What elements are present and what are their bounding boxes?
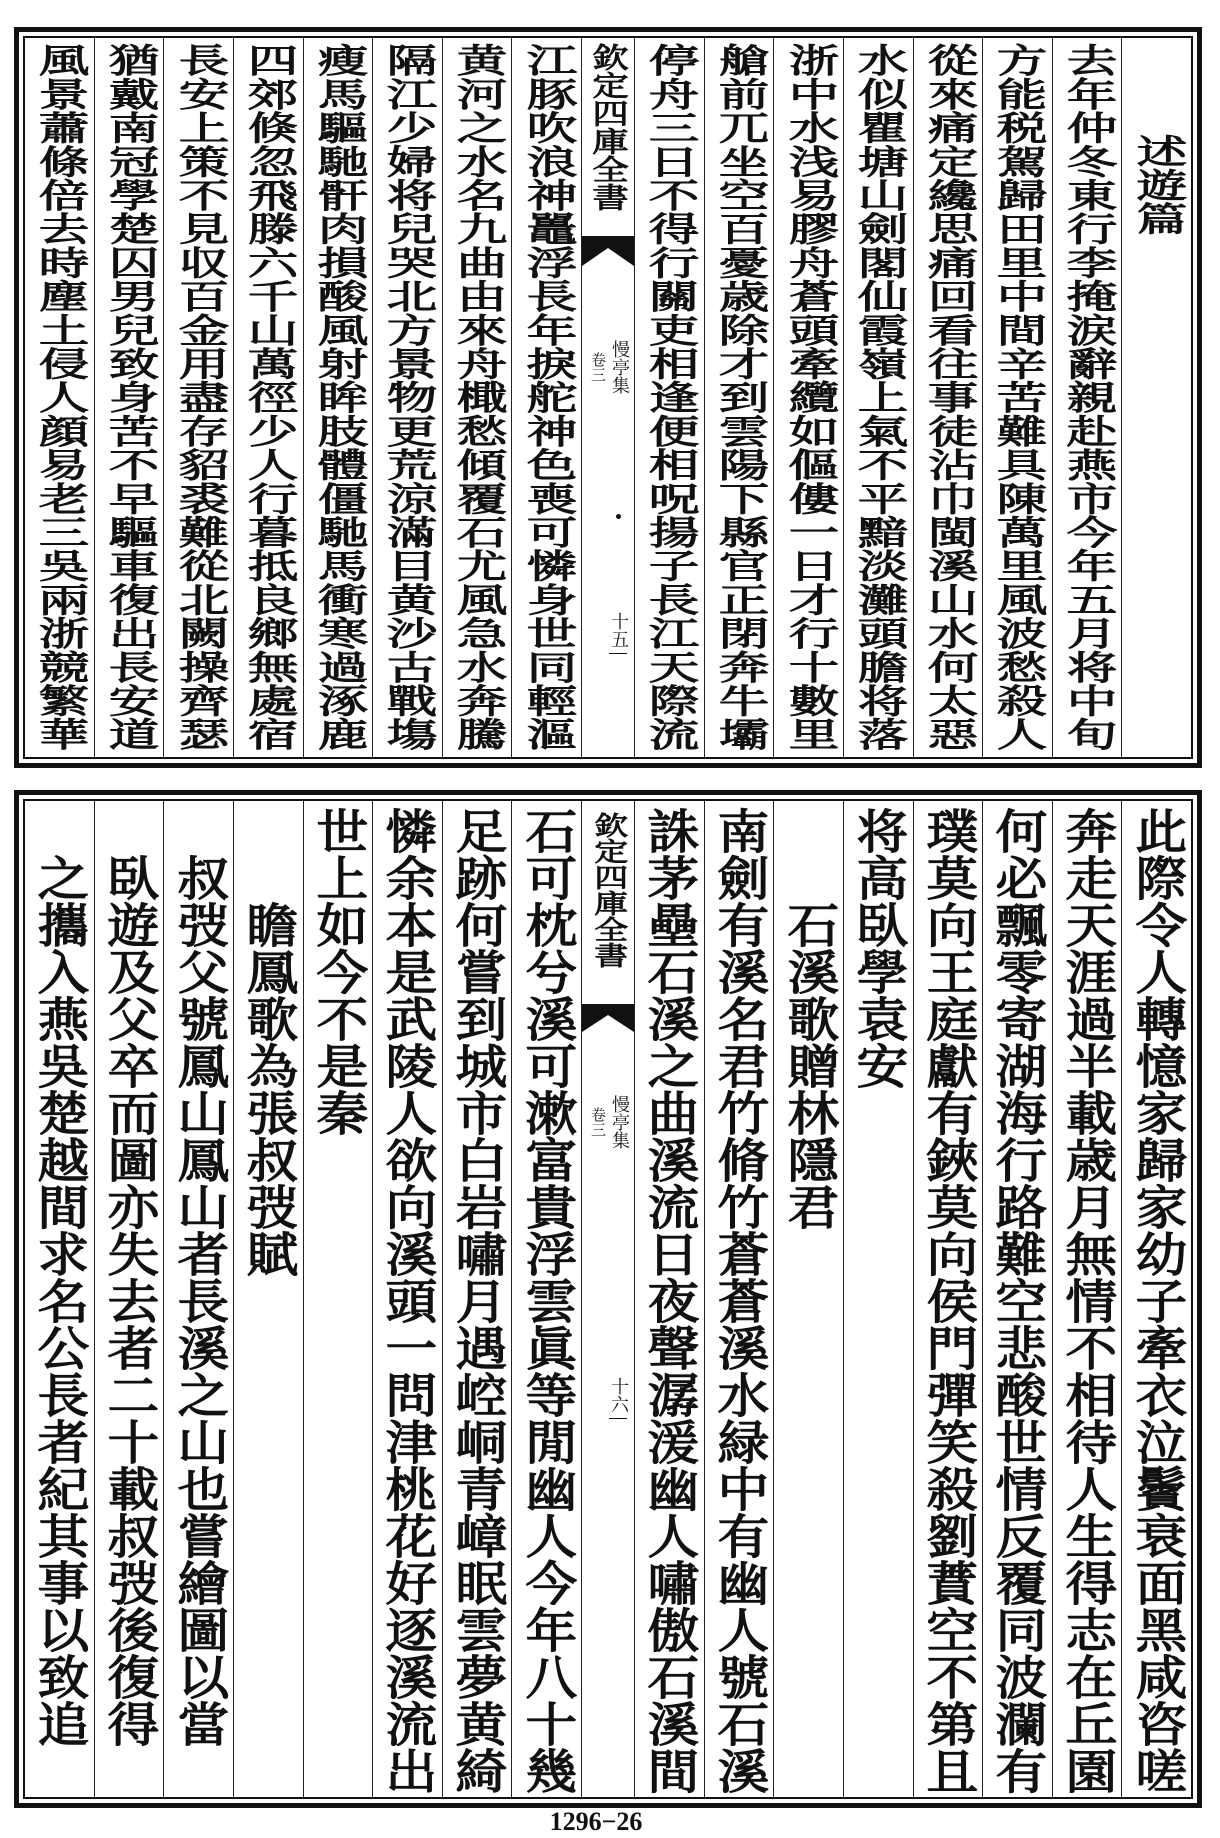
verse-text: 方能税駕歸田里中間辛苦難具陳萬里風波愁殺人 <box>988 43 1049 751</box>
verse-text: 憐余本是武陵人欲向溪頭一問津桃花好逐溪流出 <box>377 807 438 1794</box>
fish-tail-mark <box>582 236 634 266</box>
verse-text: 黄河之水名九曲由來舟檝愁傾覆石尤風急水奔騰 <box>448 43 509 751</box>
ink-dot <box>616 514 621 519</box>
fold-margin <box>581 801 634 1797</box>
verse-column <box>843 38 913 757</box>
verse-text: 将高臥學袁安 <box>847 807 909 1089</box>
verse-text: 江豚吹浪神鼉浮長年捩舵神色喪可憐身世同輕漚 <box>517 43 578 751</box>
poem-title-column <box>773 801 843 1797</box>
verse-column <box>1121 801 1191 1797</box>
verse-text: 四郊倏忽飛滕六千山萬徑少人行暮抵良鄉無處宿 <box>239 43 300 751</box>
fish-tail-mark <box>582 1004 634 1032</box>
verse-column <box>233 38 303 757</box>
verse-text: 足跡何嘗到城市白岩嘯月遇崆峒青嶂眠雲夢黄綺 <box>446 807 508 1794</box>
verse-text: 隔江少婦将兒哭北方景物更荒涼滿目黄沙古戰塲 <box>378 43 439 751</box>
verse-text: 長安上策不見収百金用盡存貂裘難從北闕操齊瑟 <box>169 43 230 751</box>
preface-column <box>25 801 94 1797</box>
verse-column <box>511 38 581 757</box>
poem-title: 石溪歌贈林隱君 <box>778 901 839 1230</box>
verse-text: 水似瞿塘山劍閣仙霞嶺上氣不平黯淡灘頭膽将落 <box>849 43 910 751</box>
preface-column <box>163 801 233 1797</box>
verse-column <box>372 801 442 1797</box>
page-reference-number: 1296−26 <box>549 1807 643 1836</box>
verse-column <box>704 801 774 1797</box>
verse-column <box>773 38 843 757</box>
verse-text: 誅茅壘石溪之曲溪流日夜聲潺湲幽人嘯傲石溪間 <box>639 807 700 1794</box>
verse-column <box>1052 801 1122 1797</box>
verse-text: 此際令人轉憶家歸家幼子牽衣泣鬢衰面黑咸咨嗟 <box>1126 807 1187 1794</box>
verse-column <box>372 38 442 757</box>
poem-title: 述遊篇 <box>1127 134 1188 236</box>
volume-label: 卷三 <box>589 1107 607 1137</box>
verse-text: 猶戴南冠學楚囚男兒致身苦不早驅車復出長安道 <box>100 43 161 751</box>
preface-text: 之攜入燕吳楚越間求名公長者紀其事以致追 <box>29 854 90 1747</box>
preface-text: 叔弢父號鳳山鳳山者長溪之山也嘗繪圖以當 <box>168 854 229 1747</box>
verse-text: 南劍有溪名君竹脩竹蒼蒼溪水緑中有幽人號石溪 <box>708 807 770 1794</box>
preface-text: 臥遊及父卒而圖亦失去者二十載叔弢後復得 <box>98 854 160 1747</box>
series-title: 欽定四庫全書 <box>588 812 628 968</box>
verse-column <box>442 38 512 757</box>
verse-column <box>511 801 581 1797</box>
verse-column <box>982 38 1052 757</box>
verse-column <box>442 801 512 1797</box>
verse-text: 璞莫向王庭獻有鋏莫向侯門彈笑殺劉蕡空不第且 <box>917 807 979 1794</box>
verse-text: 瘦馬驅馳骭肉損酸風射眸肢體僵馳馬衝寒過涿鹿 <box>309 43 370 751</box>
folio-number: 十五 <box>609 612 627 654</box>
preface-column <box>94 801 164 1797</box>
verse-column <box>843 801 913 1797</box>
verse-text: 浙中水浅易膠舟蒼頭牽纜如傴僂一日才行十數里 <box>779 43 840 751</box>
verse-column <box>634 38 704 757</box>
verse-column <box>634 801 704 1797</box>
poem-title: 瞻鳳歌為張叔弢賦 <box>237 901 299 1277</box>
volume-label: 卷三 <box>589 352 607 382</box>
verse-column <box>94 38 164 757</box>
series-title: 欽定四庫全書 <box>587 43 631 211</box>
verse-column <box>704 38 774 757</box>
verse-text: 石可枕兮溪可漱富貴浮雲眞等閒幽人今年八十幾 <box>516 807 577 1794</box>
text-grid <box>23 799 1193 1799</box>
text-grid <box>23 36 1193 759</box>
verse-column <box>913 801 983 1797</box>
verse-text: 去年仲冬東行李掩涙辭親赴燕市今年五月将中旬 <box>1058 43 1119 751</box>
verse-column <box>303 38 373 757</box>
verse-column <box>303 801 373 1797</box>
poem-title-column <box>233 801 303 1797</box>
collection-title: 慢亭集 <box>609 1095 630 1149</box>
verse-text: 風景蕭條倍去時塵土侵人顔易老三吳兩浙競繁華 <box>30 43 91 751</box>
verse-column <box>1052 38 1122 757</box>
folio-number: 十六 <box>609 1377 627 1419</box>
page-panel-upper <box>14 27 1202 768</box>
verse-text: 艙前兀坐空百憂歳除才到雲陽下縣官正閉奔牛壩 <box>710 43 771 751</box>
poem-title-column <box>1121 38 1191 757</box>
fold-margin <box>581 38 634 757</box>
verse-text: 停舟三日不得行關吏相逢便相呪揚子長江天際流 <box>640 43 701 751</box>
page-panel-lower <box>14 790 1202 1808</box>
verse-column <box>25 38 94 757</box>
collection-title: 慢亭集 <box>609 340 630 394</box>
verse-text: 從來痛定纔思痛回看往事徒沾巾閩溪山水何太惡 <box>919 43 980 751</box>
verse-column <box>982 801 1052 1797</box>
verse-text: 奔走天涯過半載歳月無情不相待人生得志在丘園 <box>1056 807 1118 1794</box>
verse-text: 何必飄零寄湖海行路難空悲酸世情反覆同波瀾有 <box>987 807 1048 1794</box>
verse-column <box>163 38 233 757</box>
verse-column <box>913 38 983 757</box>
verse-text: 世上如今不是秦 <box>307 807 369 1136</box>
